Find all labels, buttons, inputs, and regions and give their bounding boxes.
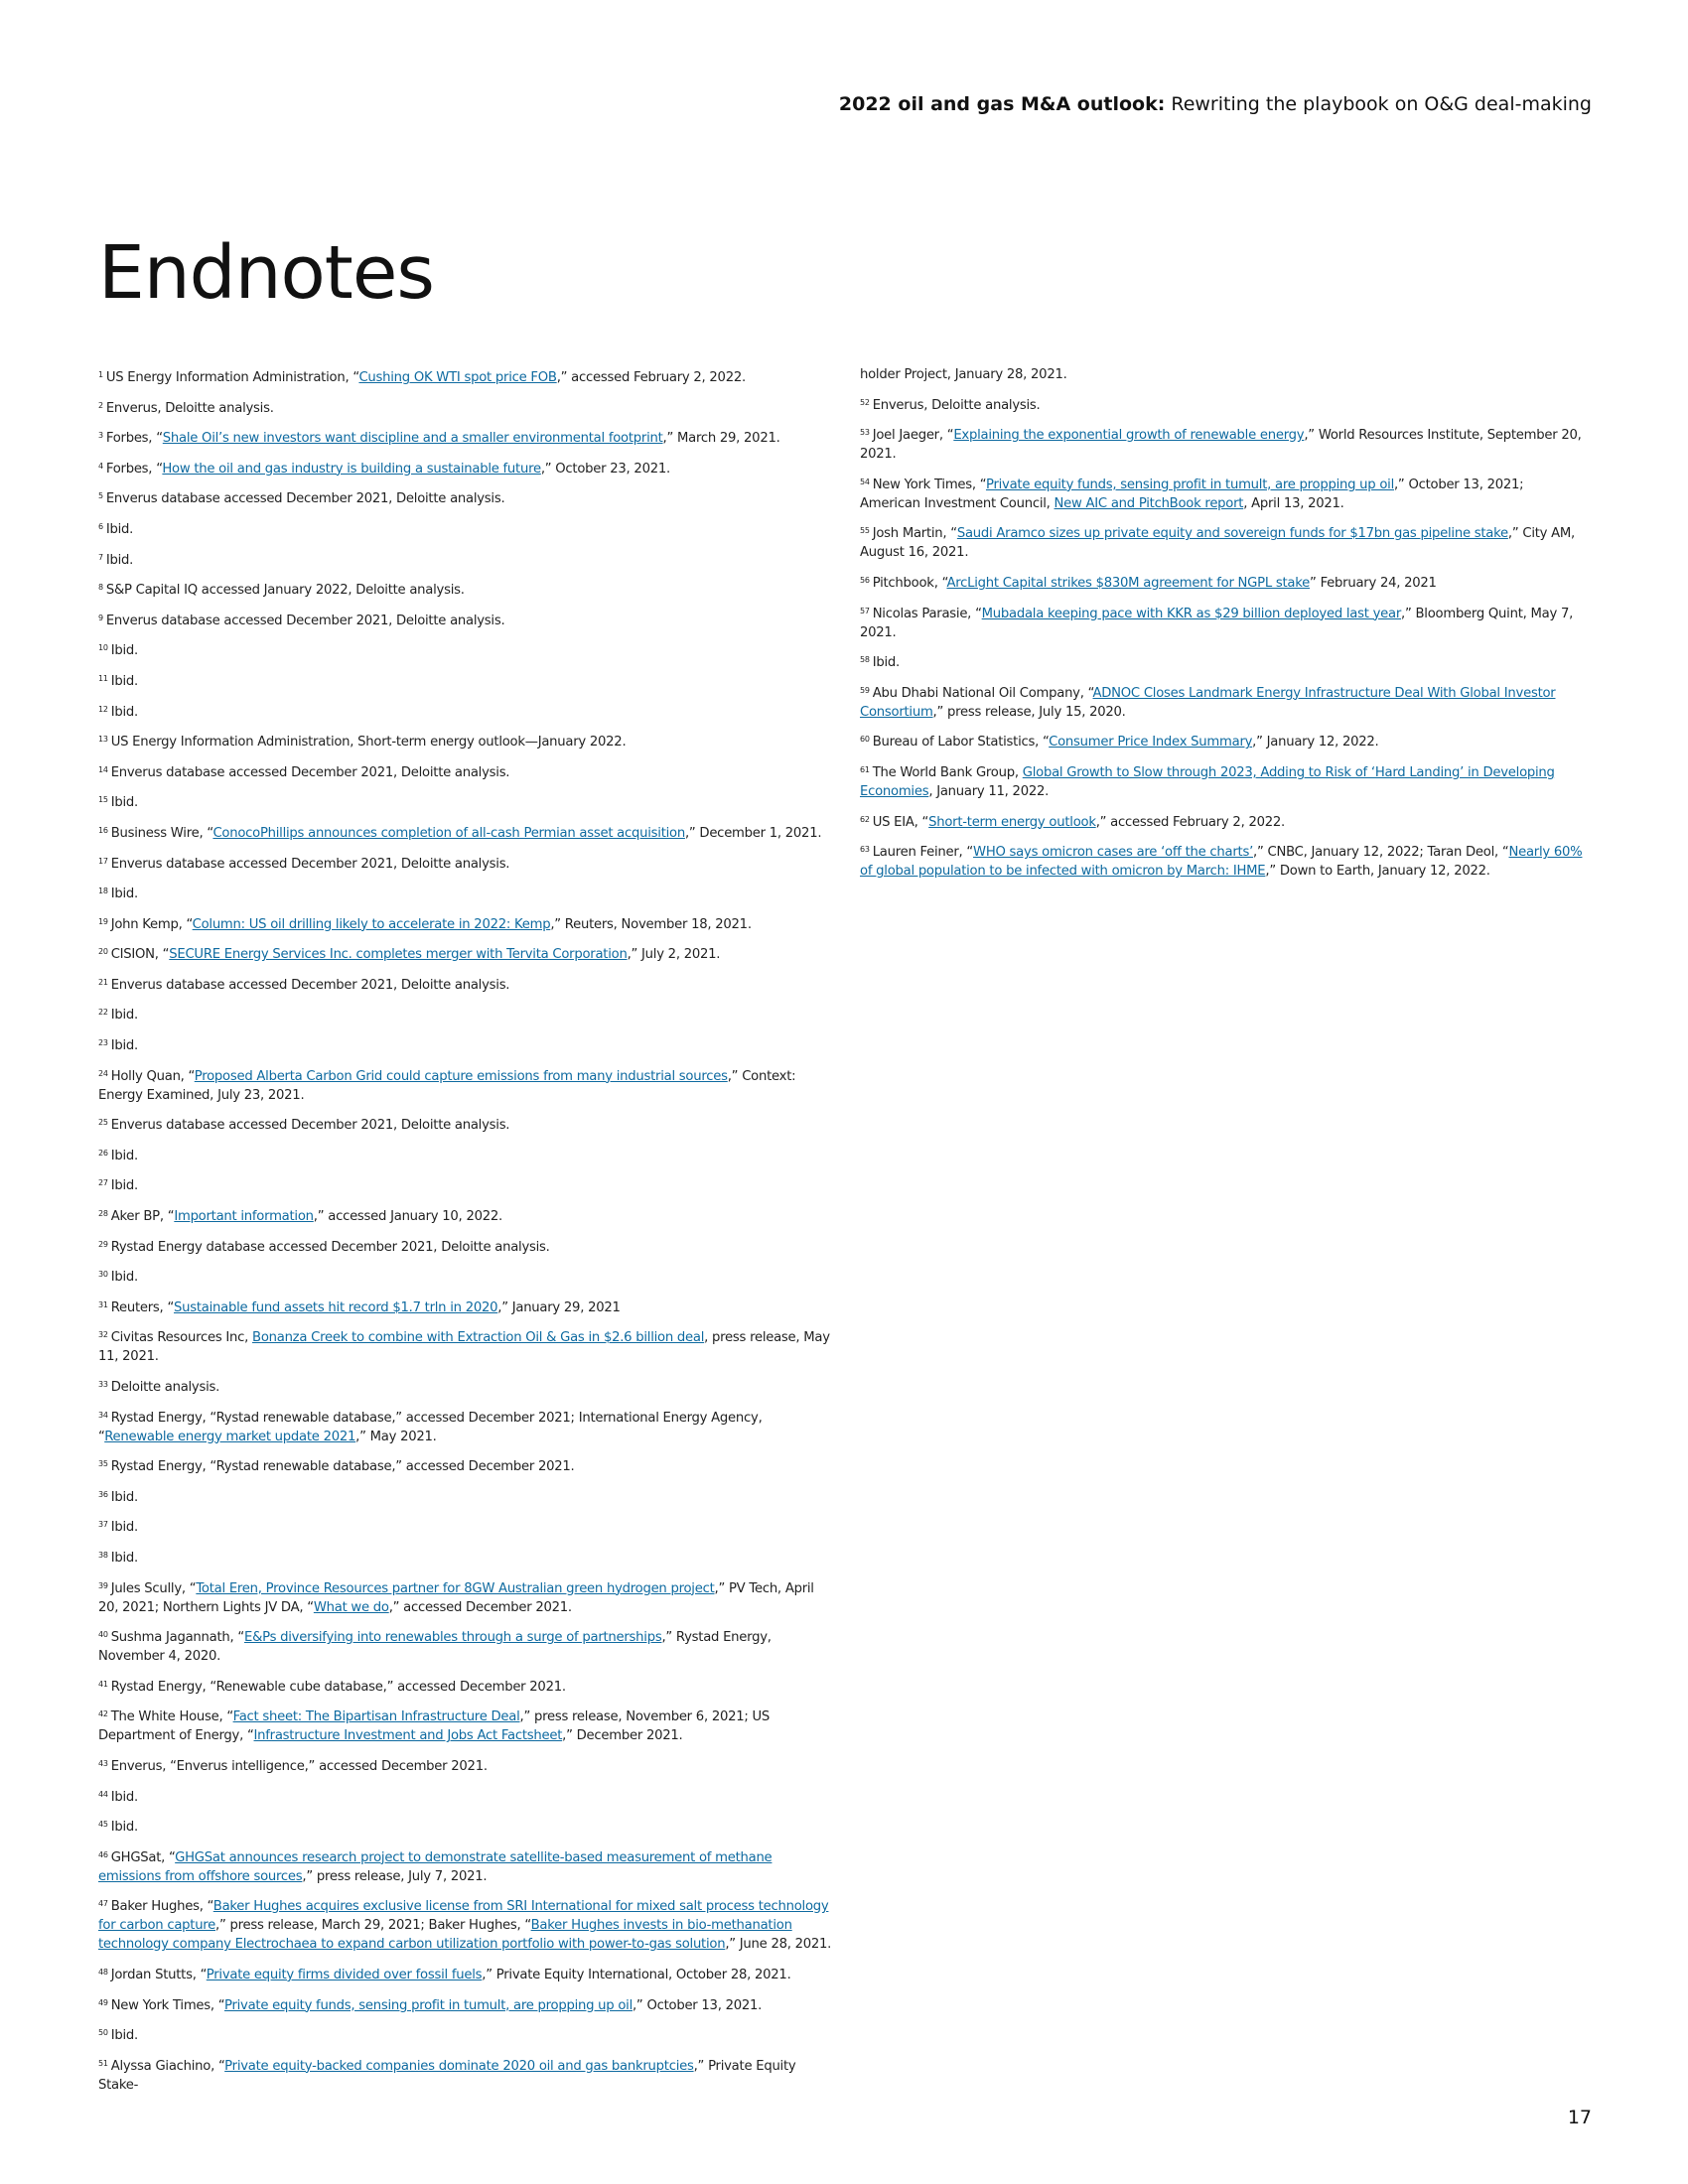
endnote-link[interactable]: Private equity firms divided over fossil fuels [206, 1967, 483, 1982]
endnote-link[interactable]: Baker Hughes acquires exclusive license from SRI International for mixed salt process technology for carbon capture [98, 1899, 829, 1934]
endnote-text: Enverus, Deloitte analysis. [872, 397, 1041, 413]
endnote [860, 810, 1585, 832]
endnote-link[interactable]: Cushing OK WTI spot price FOB [358, 370, 557, 385]
endnote [860, 681, 1585, 722]
endnote-text: Rystad Energy, “Renewable cube database,” accessed December 2021. [110, 1679, 566, 1695]
endnote-number: 18 [98, 887, 108, 896]
endnote-text: Ibid. [110, 1008, 138, 1024]
endnote [98, 730, 833, 751]
endnote-text: Baker Hughes, “ [110, 1899, 213, 1915]
endnote-text: Ibid. [110, 1820, 138, 1836]
endnote [98, 548, 833, 570]
endnote [98, 2023, 833, 2045]
endnote-number: 4 [98, 461, 103, 471]
endnote-text: ,” June 28, 2021. [725, 1937, 832, 1953]
endnote [98, 2054, 833, 2095]
endnote-number: 9 [98, 613, 103, 622]
endnote-number: 61 [860, 764, 870, 774]
endnote-number: 33 [98, 1380, 108, 1389]
endnote-text: ,” press release, March 29, 2021; Baker Hughes, “ [215, 1918, 531, 1934]
endnote-text: Sushma Jagannath, “ [110, 1630, 244, 1646]
endnote-link[interactable]: GHGSat announces research project to demonstrate satellite-based measurement of methane emissions from offshore sources [98, 1849, 773, 1884]
endnote-text: Ibid. [105, 521, 134, 537]
endnote [98, 852, 833, 874]
endnote-text: ,” October 23, 2021. [540, 461, 670, 477]
endnote [98, 1265, 833, 1287]
endnote-text: Joel Jaeger, “ [872, 428, 954, 444]
endnote-number: 6 [98, 521, 103, 531]
endnote-number: 51 [98, 2058, 108, 2068]
endnote-number: 13 [98, 735, 108, 745]
endnote-number: 27 [98, 1178, 108, 1188]
endnote-text: Enverus database accessed December 2021, Deloitte analysis. [110, 977, 510, 993]
endnote-number: 41 [98, 1679, 108, 1689]
endnote-text: Ibid. [110, 1038, 138, 1054]
endnote-text: Alyssa Giachino, “ [110, 2058, 225, 2074]
header-subtitle: Rewriting the playbook on O&G deal-making [1165, 93, 1592, 115]
endnote-link[interactable]: How the oil and gas industry is building a sustainable future [162, 461, 541, 477]
endnote [98, 457, 833, 478]
endnote-number: 17 [98, 856, 108, 866]
endnote-link[interactable]: Explaining the exponential growth of renewable energy [953, 428, 1305, 444]
endnote-text: John Kemp, “ [110, 916, 193, 932]
endnote-number: 32 [98, 1330, 108, 1340]
endnote [860, 473, 1585, 513]
endnote-number: 5 [98, 491, 103, 501]
endnotes-column-left [98, 365, 833, 2103]
endnote-text: Rystad Energy, “Rystad renewable database,” accessed December 2021. [110, 1459, 575, 1475]
endnote-text: Aker BP, “ [110, 1209, 175, 1225]
endnote [98, 1235, 833, 1257]
endnote [98, 1113, 833, 1135]
endnote [98, 942, 833, 964]
endnote-number: 55 [860, 526, 870, 536]
endnote [98, 1515, 833, 1537]
endnote [98, 1625, 833, 1666]
endnote [98, 1993, 833, 2015]
endnote-text: ,” accessed January 10, 2022. [313, 1209, 502, 1225]
endnote [98, 821, 833, 843]
endnote-number: 14 [98, 764, 108, 774]
endnote-text: ,” City AM, August 16, 2021. [860, 526, 1576, 561]
endnote-text: GHGSat, “ [110, 1849, 176, 1865]
endnote [98, 517, 833, 539]
endnote-text: ,” Reuters, November 18, 2021. [550, 916, 752, 932]
endnote-number: 39 [98, 1580, 108, 1590]
endnote-number: 60 [860, 735, 870, 745]
endnote-text: ,” Private Equity International, October 28, 2021. [482, 1967, 791, 1982]
endnote-number: 10 [98, 643, 108, 653]
endnote-number: 12 [98, 704, 108, 714]
running-header [839, 93, 1592, 115]
endnote [98, 365, 833, 387]
endnote-text: ,” press release, November 6, 2021; US Department of Energy, “ [98, 1709, 771, 1744]
endnote [860, 602, 1585, 642]
endnote-link[interactable]: ConocoPhillips announces completion of all-cash Permian asset acquisition [212, 825, 685, 841]
endnote-text: Enverus database accessed December 2021, Deloitte analysis. [110, 856, 510, 872]
endnote-number: 44 [98, 1789, 108, 1799]
endnote-text: Jordan Stutts, “ [110, 1967, 207, 1982]
endnote [98, 638, 833, 660]
endnote-text: Business Wire, “ [110, 825, 213, 841]
endnote-text: ” February 24, 2021 [1310, 575, 1437, 591]
endnote-number: 52 [860, 397, 870, 407]
endnote-text: Ibid. [110, 1178, 138, 1194]
endnote [98, 1375, 833, 1397]
endnote-number: 50 [98, 2028, 108, 2038]
endnote-number: 57 [860, 606, 870, 615]
endnote [98, 1033, 833, 1055]
endnote-text: Enverus, “Enverus intelligence,” accessed December 2021. [110, 1758, 488, 1774]
endnote-text: Enverus database accessed December 2021, Deloitte analysis. [105, 613, 505, 628]
endnote [860, 650, 1585, 672]
endnote-number: 35 [98, 1459, 108, 1469]
endnote-text: Rystad Energy, “Rystad renewable database,” accessed December 2021; International Energy Agency, “ [98, 1410, 763, 1444]
endnote-link[interactable]: Private equity funds, sensing profit in tumult, are propping up oil [985, 477, 1394, 492]
endnote-text: ,” October 13, 2021; American Investment Council, [860, 477, 1524, 511]
endnote-text: , press release, May 11, 2021. [98, 1330, 830, 1365]
endnote-number: 25 [98, 1118, 108, 1128]
endnote-number: 31 [98, 1299, 108, 1309]
endnote-link[interactable]: ADNOC Closes Landmark Energy Infrastructure Deal With Global Investor Consortium [860, 685, 1556, 720]
endnote-text: Ibid. [105, 552, 134, 568]
endnote-text: ,” press release, July 7, 2021. [302, 1868, 488, 1884]
endnote-text: Ibid. [110, 1550, 138, 1566]
endnote [860, 423, 1585, 464]
endnote-text: ,” Context: Energy Examined, July 23, 2021. [98, 1068, 796, 1103]
endnote-text: ,” accessed February 2, 2022. [556, 370, 746, 385]
endnote-link[interactable]: WHO says omicron cases are ‘off the charts’ [973, 845, 1254, 861]
endnote [98, 1204, 833, 1226]
endnote-number: 47 [98, 1899, 108, 1909]
endnote-text: , April 13, 2021. [1243, 495, 1344, 511]
endnote [98, 1546, 833, 1568]
endnote-text: Ibid. [110, 887, 138, 902]
endnote [98, 1003, 833, 1024]
endnote-link[interactable]: Baker Hughes invests in bio-methanation technology company Electrochaea to expand carbon utilization portfolio with power-to-gas solution [98, 1918, 792, 1953]
endnote-text: Holly Quan, “ [110, 1068, 195, 1084]
endnote-link[interactable]: Global Growth to Slow through 2023, Adding to Risk of ‘Hard Landing’ in Developing Economies [860, 764, 1555, 799]
endnote [98, 1406, 833, 1446]
endnote-text: ,” Rystad Energy, November 4, 2020. [98, 1630, 772, 1665]
endnote [860, 760, 1585, 801]
endnote-link[interactable]: New AIC and PitchBook report [1054, 495, 1244, 511]
endnote-text: The World Bank Group, [872, 764, 1023, 780]
header-title-bold: 2022 oil and gas M&A outlook: [838, 93, 1166, 115]
endnote-text: Josh Martin, “ [872, 526, 957, 542]
endnote-link[interactable]: Bonanza Creek to combine with Extraction Oil & Gas in $2.6 billion deal [252, 1330, 705, 1346]
endnote [860, 521, 1585, 562]
endnote [98, 1845, 833, 1886]
endnote-text: ,” December 1, 2021. [684, 825, 822, 841]
endnote-number: 46 [98, 1849, 108, 1859]
endnote-link[interactable]: Column: US oil drilling likely to accelerate in 2022: Kemp [192, 916, 551, 932]
endnotes-column-right [860, 365, 1585, 889]
endnote-number: 20 [98, 947, 108, 957]
endnote [98, 1675, 833, 1697]
endnote-number: 29 [98, 1239, 108, 1249]
endnote [98, 426, 833, 448]
endnote-text: US EIA, “ [872, 814, 929, 830]
endnote-text: ,” World Resources Institute, September 20, 2021. [860, 428, 1582, 463]
endnote [98, 1454, 833, 1476]
endnote [98, 1815, 833, 1837]
endnote-number: 38 [98, 1550, 108, 1560]
endnote-number: 21 [98, 977, 108, 987]
endnote-number: 36 [98, 1489, 108, 1499]
endnote [98, 1894, 833, 1954]
endnote [98, 912, 833, 934]
endnote [98, 700, 833, 722]
endnote [98, 1754, 833, 1776]
endnote-number: 7 [98, 552, 103, 562]
endnote [98, 609, 833, 630]
endnote-link[interactable]: Renewable energy market update 2021 [104, 1429, 356, 1444]
endnote-link[interactable]: Saudi Aramco sizes up private equity and sovereign funds for $17bn gas pipeline stake [956, 526, 1508, 542]
endnote [98, 1785, 833, 1807]
endnote-text: ,” PV Tech, April 20, 2021; Northern Lights JV DA, “ [98, 1580, 814, 1615]
endnote-number: 53 [860, 428, 870, 438]
endnote-link[interactable]: Infrastructure Investment and Jobs Act Factsheet [253, 1728, 563, 1744]
endnote-number: 62 [860, 814, 870, 824]
endnote-text: New York Times, “ [872, 477, 986, 492]
endnote-text: ,” Bloomberg Quint, May 7, 2021. [860, 606, 1574, 640]
endnote-number: 24 [98, 1068, 108, 1078]
endnote-text: Bureau of Labor Statistics, “ [872, 735, 1050, 751]
endnote-text: CISION, “ [110, 947, 170, 963]
endnote-number: 22 [98, 1008, 108, 1018]
endnote-link[interactable]: Nearly 60% of global population to be infected with omicron by March: IHME [860, 845, 1583, 880]
endnote [98, 1296, 833, 1317]
endnote-number: 40 [98, 1630, 108, 1640]
endnote-text: Ibid. [110, 1520, 138, 1536]
endnote [98, 396, 833, 418]
endnote-number: 63 [860, 845, 870, 855]
endnote [860, 571, 1585, 593]
endnote-text: ,” Private Equity Stake- [98, 2058, 796, 2093]
endnote-text: Ibid. [110, 643, 138, 659]
endnote [98, 1963, 833, 1984]
endnote-link[interactable]: ArcLight Capital strikes $830M agreement for NGPL stake [946, 575, 1311, 591]
endnote-number: 30 [98, 1270, 108, 1280]
endnote-number: 59 [860, 685, 870, 695]
endnote-text: Enverus database accessed December 2021, Deloitte analysis. [110, 1118, 510, 1134]
endnote-text: Forbes, “ [105, 461, 163, 477]
endnote-text: Ibid. [110, 1148, 138, 1163]
endnote-text: New York Times, “ [110, 1997, 224, 2013]
endnote-number: 48 [98, 1967, 108, 1977]
endnote-number: 3 [98, 431, 103, 441]
endnote-number: 23 [98, 1038, 108, 1048]
endnote-link[interactable]: Total Eren, Province Resources partner for 8GW Australian green hydrogen project [196, 1580, 715, 1596]
endnote [98, 578, 833, 600]
endnote-number: 45 [98, 1820, 108, 1830]
endnote-text: holder Project, January 28, 2021. [860, 367, 1067, 382]
endnote [860, 393, 1585, 415]
endnote-text: Pitchbook, “ [872, 575, 947, 591]
endnote [98, 973, 833, 995]
endnote-number: 54 [860, 477, 870, 486]
endnote [860, 730, 1585, 751]
endnote-text: ,” accessed February 2, 2022. [1095, 814, 1285, 830]
endnote-text: Ibid. [110, 2028, 138, 2044]
endnote-number: 56 [860, 575, 870, 585]
endnote-text: Nicolas Parasie, “ [872, 606, 982, 621]
endnote-text: S&P Capital IQ accessed January 2022, Deloitte analysis. [105, 583, 465, 599]
endnote-text: ,” press release, July 15, 2020. [932, 704, 1126, 720]
endnote-number: 43 [98, 1758, 108, 1768]
endnote-text: The White House, “ [110, 1709, 233, 1725]
endnote-number: 2 [98, 400, 103, 410]
endnote-number: 8 [98, 583, 103, 593]
endnote-text: Ibid. [872, 655, 900, 671]
endnote [98, 790, 833, 812]
endnote-number: 16 [98, 825, 108, 835]
endnote-number: 49 [98, 1997, 108, 2007]
endnote-number: 34 [98, 1410, 108, 1420]
endnote-link[interactable]: E&Ps diversifying into renewables through a surge of partnerships [243, 1630, 662, 1646]
endnote-text: ,” October 13, 2021. [632, 1997, 763, 2013]
endnote-text: Forbes, “ [105, 431, 163, 447]
endnote-text: Abu Dhabi National Oil Company, “ [872, 685, 1093, 701]
endnote-link[interactable]: Private equity-backed companies dominate 2020 oil and gas bankruptcies [224, 2058, 694, 2074]
endnote [98, 669, 833, 691]
endnote-text: Enverus, Deloitte analysis. [105, 400, 274, 416]
endnote-link[interactable]: Consumer Price Index Summary [1049, 735, 1253, 751]
endnote [860, 840, 1585, 881]
endnote [98, 760, 833, 782]
endnote-number: 58 [860, 655, 870, 665]
endnote-text: Enverus database accessed December 2021, Deloitte analysis. [105, 491, 505, 507]
endnote-number: 11 [98, 673, 108, 683]
endnote-text: US Energy Information Administration, Short-term energy outlook—January 2022. [110, 735, 627, 751]
endnote-text: Jules Scully, “ [110, 1580, 197, 1596]
endnote-number: 1 [98, 370, 103, 379]
endnote-link[interactable]: What we do [313, 1599, 389, 1615]
endnote-text: Ibid. [110, 704, 138, 720]
endnote [98, 1576, 833, 1617]
endnote-text: ,” CNBC, January 12, 2022; Taran Deol, “ [1253, 845, 1509, 861]
endnote-number: 37 [98, 1520, 108, 1530]
endnote-number: 42 [98, 1709, 108, 1719]
endnote-link[interactable]: Short-term energy outlook [928, 814, 1096, 830]
endnote-link[interactable]: Important information [174, 1209, 314, 1225]
endnote [98, 1705, 833, 1745]
endnote-text: Ibid. [110, 795, 138, 811]
endnote-number: 28 [98, 1209, 108, 1219]
endnote-text: Civitas Resources Inc, [110, 1330, 253, 1346]
endnote-text: US Energy Information Administration, “ [105, 370, 359, 385]
endnote-text: Reuters, “ [110, 1299, 175, 1315]
endnote-link[interactable]: Fact sheet: The Bipartisan Infrastructure Deal [232, 1709, 520, 1725]
endnote-number: 26 [98, 1148, 108, 1158]
endnote-text: ,” accessed December 2021. [388, 1599, 572, 1615]
endnote-link[interactable]: Shale Oil’s new investors want discipline and a smaller environmental footprint [162, 431, 663, 447]
endnote [98, 486, 833, 508]
page-number: 17 [1567, 2107, 1592, 2128]
endnote-text: Ibid. [110, 1489, 138, 1505]
endnote-text: Lauren Feiner, “ [872, 845, 974, 861]
endnote-text: Deloitte analysis. [110, 1380, 220, 1395]
endnote-link[interactable]: Mubadala keeping pace with KKR as $29 billion deployed last year [981, 606, 1402, 621]
endnote-text: Enverus database accessed December 2021, Deloitte analysis. [110, 764, 510, 780]
endnote [98, 1325, 833, 1366]
endnote-link[interactable]: SECURE Energy Services Inc. completes merger with Tervita Corporation [169, 947, 628, 963]
endnote-number: 15 [98, 795, 108, 805]
endnote-text: Rystad Energy database accessed December 2021, Deloitte analysis. [110, 1239, 550, 1255]
endnote-text: ,” January 12, 2022. [1252, 735, 1379, 751]
endnote [98, 1144, 833, 1165]
endnote-text: Ibid. [110, 1789, 138, 1805]
endnote [98, 882, 833, 903]
endnote [98, 1064, 833, 1105]
endnote [860, 365, 1585, 384]
endnote-text: ,” January 29, 2021 [497, 1299, 621, 1315]
endnote [98, 1485, 833, 1507]
endnote-text: ,” March 29, 2021. [662, 431, 780, 447]
page-title: Endnotes [98, 230, 434, 316]
endnote-text: ,” July 2, 2021. [627, 947, 721, 963]
endnote-number: 19 [98, 916, 108, 926]
endnote-text: ,” Down to Earth, January 12, 2022. [1265, 864, 1490, 880]
endnote-link[interactable]: Sustainable fund assets hit record $1.7 trln in 2020 [174, 1299, 498, 1315]
endnote-link[interactable]: Private equity funds, sensing profit in tumult, are propping up oil [223, 1997, 633, 2013]
endnote-text: , January 11, 2022. [928, 783, 1050, 799]
endnote-text: Ibid. [110, 673, 138, 689]
endnote [98, 1173, 833, 1195]
endnote-text: ,” December 2021. [562, 1728, 683, 1744]
endnote-text: Ibid. [110, 1270, 138, 1286]
endnote-text: ,” May 2021. [355, 1429, 437, 1444]
endnote-link[interactable]: Proposed Alberta Carbon Grid could capture emissions from many industrial sources [194, 1068, 728, 1084]
